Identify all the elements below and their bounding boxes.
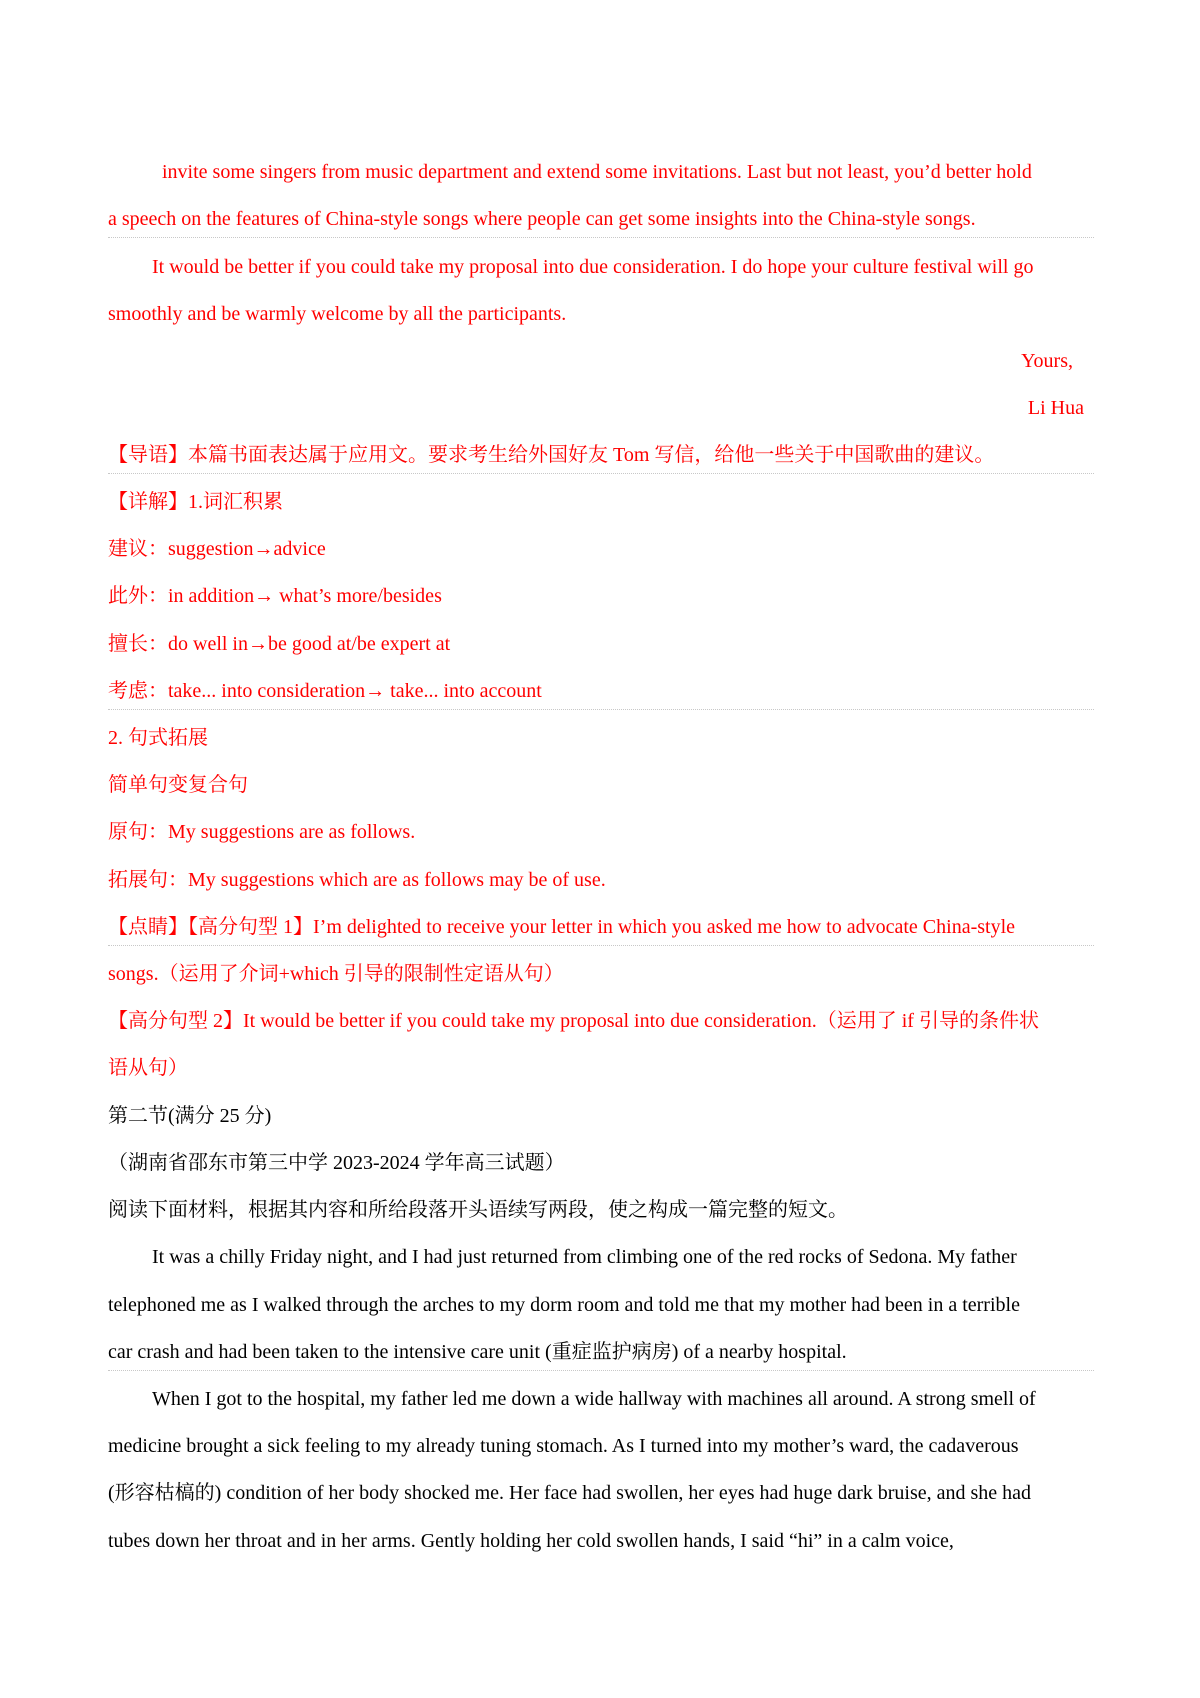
section-source: （湖南省邵东市第三中学 2023-2024 学年高三试题） (108, 1152, 565, 1174)
highlight-sentence-1-cont: songs.（运用了介词+which 引导的限制性定语从句） (108, 963, 564, 985)
letter-paragraph-line: invite some singers from music department and extend some invitations. Last but not least, you’d better hold (162, 161, 1032, 183)
story-paragraph-line: telephoned me as I walked through the arches to my dorm room and told me that my mother had been in a terrible (108, 1294, 1020, 1316)
dotted-divider (108, 945, 1094, 946)
intro-note: 【导语】本篇书面表达属于应用文。要求考生给外国好友 Tom 写信，给他一些关于中国歌曲的建议。 (108, 444, 995, 466)
letter-paragraph-line: It would be better if you could take my proposal into due consideration. I do hope your culture festival will go (152, 256, 1034, 278)
letter-paragraph-line: smoothly and be warmly welcome by all the participants. (108, 303, 567, 325)
vocab-item: 考虑：take... into consideration→ take... into account (108, 680, 542, 702)
highlight-sentence-1: 【点睛】【高分句型 1】I’m delighted to receive your letter in which you asked me how to advocate China-style (108, 916, 1016, 938)
story-paragraph-line: tubes down her throat and in her arms. Gently holding her cold swollen hands, I said “hi” in a calm voice, (108, 1530, 954, 1552)
story-paragraph-line: medicine brought a sick feeling to my already tuning stomach. As I turned into my mother’s ward, the cadaverous (108, 1435, 1019, 1457)
letter-closing: Yours, (1021, 350, 1073, 372)
letter-paragraph-line: a speech on the features of China-style songs where people can get some insights into the China-style songs. (108, 208, 976, 230)
section-title: 第二节(满分 25 分) (108, 1105, 272, 1127)
story-paragraph-line: When I got to the hospital, my father led me down a wide hallway with machines all around. A strong smell of (152, 1388, 1036, 1410)
dotted-divider (108, 1370, 1094, 1371)
dotted-divider (108, 237, 1094, 238)
section-instruction: 阅读下面材料，根据其内容和所给段落开头语续写两段，使之构成一篇完整的短文。 (108, 1199, 848, 1221)
vocab-item: 擅长：do well in→be good at/be expert at (108, 633, 451, 655)
dotted-divider (108, 709, 1094, 710)
vocab-item: 建议：suggestion→advice (108, 538, 326, 560)
vocab-item: 此外：in addition→ what’s more/besides (108, 585, 442, 607)
highlight-sentence-2: 【高分句型 2】It would be better if you could take my proposal into due consideration.（运用了 if 引导的条件状 (108, 1010, 1039, 1032)
original-sentence: 原句：My suggestions are as follows. (108, 821, 416, 843)
highlight-sentence-2-cont: 语从句） (108, 1057, 188, 1079)
story-paragraph-line: car crash and had been taken to the intensive care unit (重症监护病房) of a nearby hospital. (108, 1341, 847, 1363)
story-paragraph-line: It was a chilly Friday night, and I had just returned from climbing one of the red rocks of Sedona. My father (152, 1246, 1017, 1268)
sentence-subheading: 简单句变复合句 (108, 774, 248, 796)
dotted-divider (108, 473, 1094, 474)
story-paragraph-line: (形容枯槁的) condition of her body shocked me. Her face had swollen, her eyes had huge dark bruise, and she had (108, 1482, 1032, 1504)
expanded-sentence: 拓展句：My suggestions which are as follows may be of use. (108, 869, 606, 891)
detail-heading: 【详解】1.词汇积累 (108, 491, 283, 513)
letter-signature: Li Hua (1027, 397, 1084, 419)
sentence-heading: 2. 句式拓展 (108, 727, 208, 749)
